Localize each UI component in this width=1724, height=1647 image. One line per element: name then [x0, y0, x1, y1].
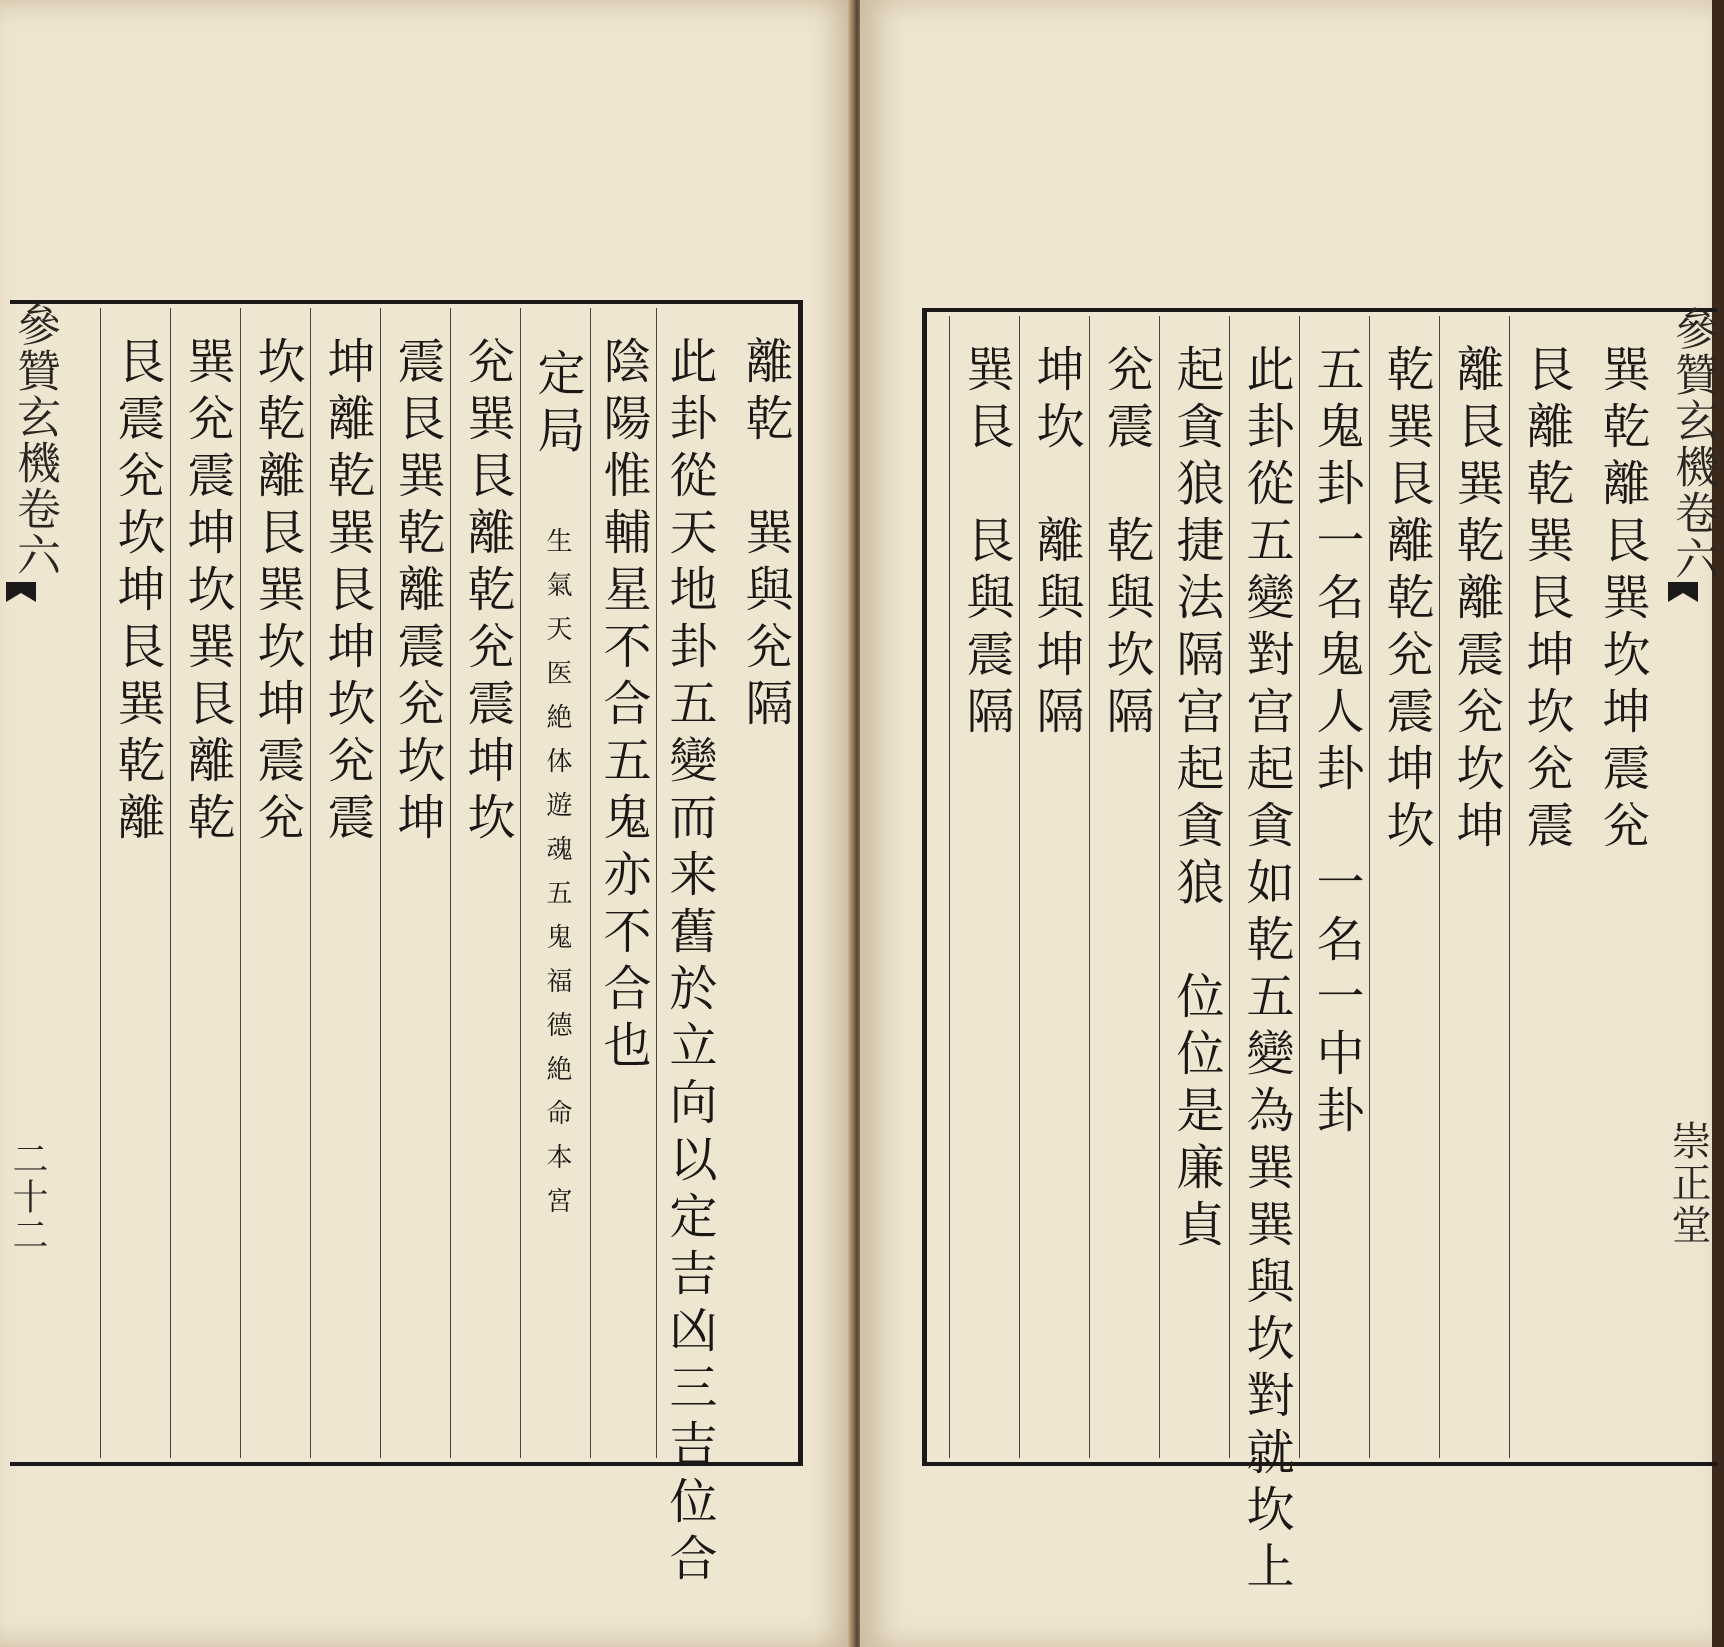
left-column-7: 坤離乾巽艮坤坎兊震: [310, 308, 380, 1458]
ding-ju-notes: 生氣天医絶体遊魂五鬼福德絶命本宮: [542, 527, 572, 1231]
right-column-4: 乾巽艮離乾兊震坤坎: [1369, 316, 1439, 1458]
left-column-10: 艮震兊坎坤艮巽乾離: [100, 308, 170, 1458]
right-column-10: 巽艮 艮與震隔: [949, 316, 1019, 1458]
right-column-5: 五鬼卦一名鬼人卦 一名一中卦: [1299, 316, 1369, 1458]
left-column-8: 坎乾離艮巽坎坤震兊: [240, 308, 310, 1458]
right-margin-hall: 崇正堂: [1665, 1120, 1711, 1246]
left-column-5: 兊巽艮離乾兊震坤坎: [450, 308, 520, 1458]
right-column-2: 艮離乾巽艮坤坎兊震: [1509, 316, 1579, 1458]
left-margin-folio: 二十二: [7, 1140, 48, 1254]
left-column-2: 此卦從天地卦五變而来舊於立向以定吉凶三吉位合: [656, 308, 722, 1458]
left-page: [0, 0, 855, 1647]
right-margin-title: 參贊玄機卷六: [1667, 306, 1718, 582]
right-column-7: 起貪狼捷法隔宫起貪狼 位位是廉貞: [1159, 316, 1229, 1458]
right-column-3: 離艮巽乾離震兊坎坤: [1439, 316, 1509, 1458]
left-column-1: 離乾 巽與兊隔: [737, 336, 793, 735]
left-text-frame: [10, 300, 803, 1590]
right-text-frame: [922, 308, 1717, 1598]
right-column-6: 此卦從五變對宫起貪如乾五變為巽巽與坎對就坎上: [1229, 316, 1299, 1458]
left-column-3: 陰陽惟輔星不合五鬼亦不合也: [590, 308, 656, 1458]
left-column-9: 巽兊震坤坎巽艮離乾: [170, 308, 240, 1458]
right-column-9: 坤坎 離與坤隔: [1019, 316, 1089, 1458]
left-column-4: [520, 308, 590, 1458]
right-column-1: 巽乾離艮巽坎坤震兊: [1594, 344, 1650, 857]
right-column-8: 兊震 乾與坎隔: [1089, 316, 1159, 1458]
left-margin-title: 參贊玄機卷六: [9, 302, 60, 578]
left-column-6: 震艮巽乾離震兊坎坤: [380, 308, 450, 1458]
right-page: [860, 0, 1718, 1647]
ding-ju-label: 定局: [529, 348, 585, 462]
